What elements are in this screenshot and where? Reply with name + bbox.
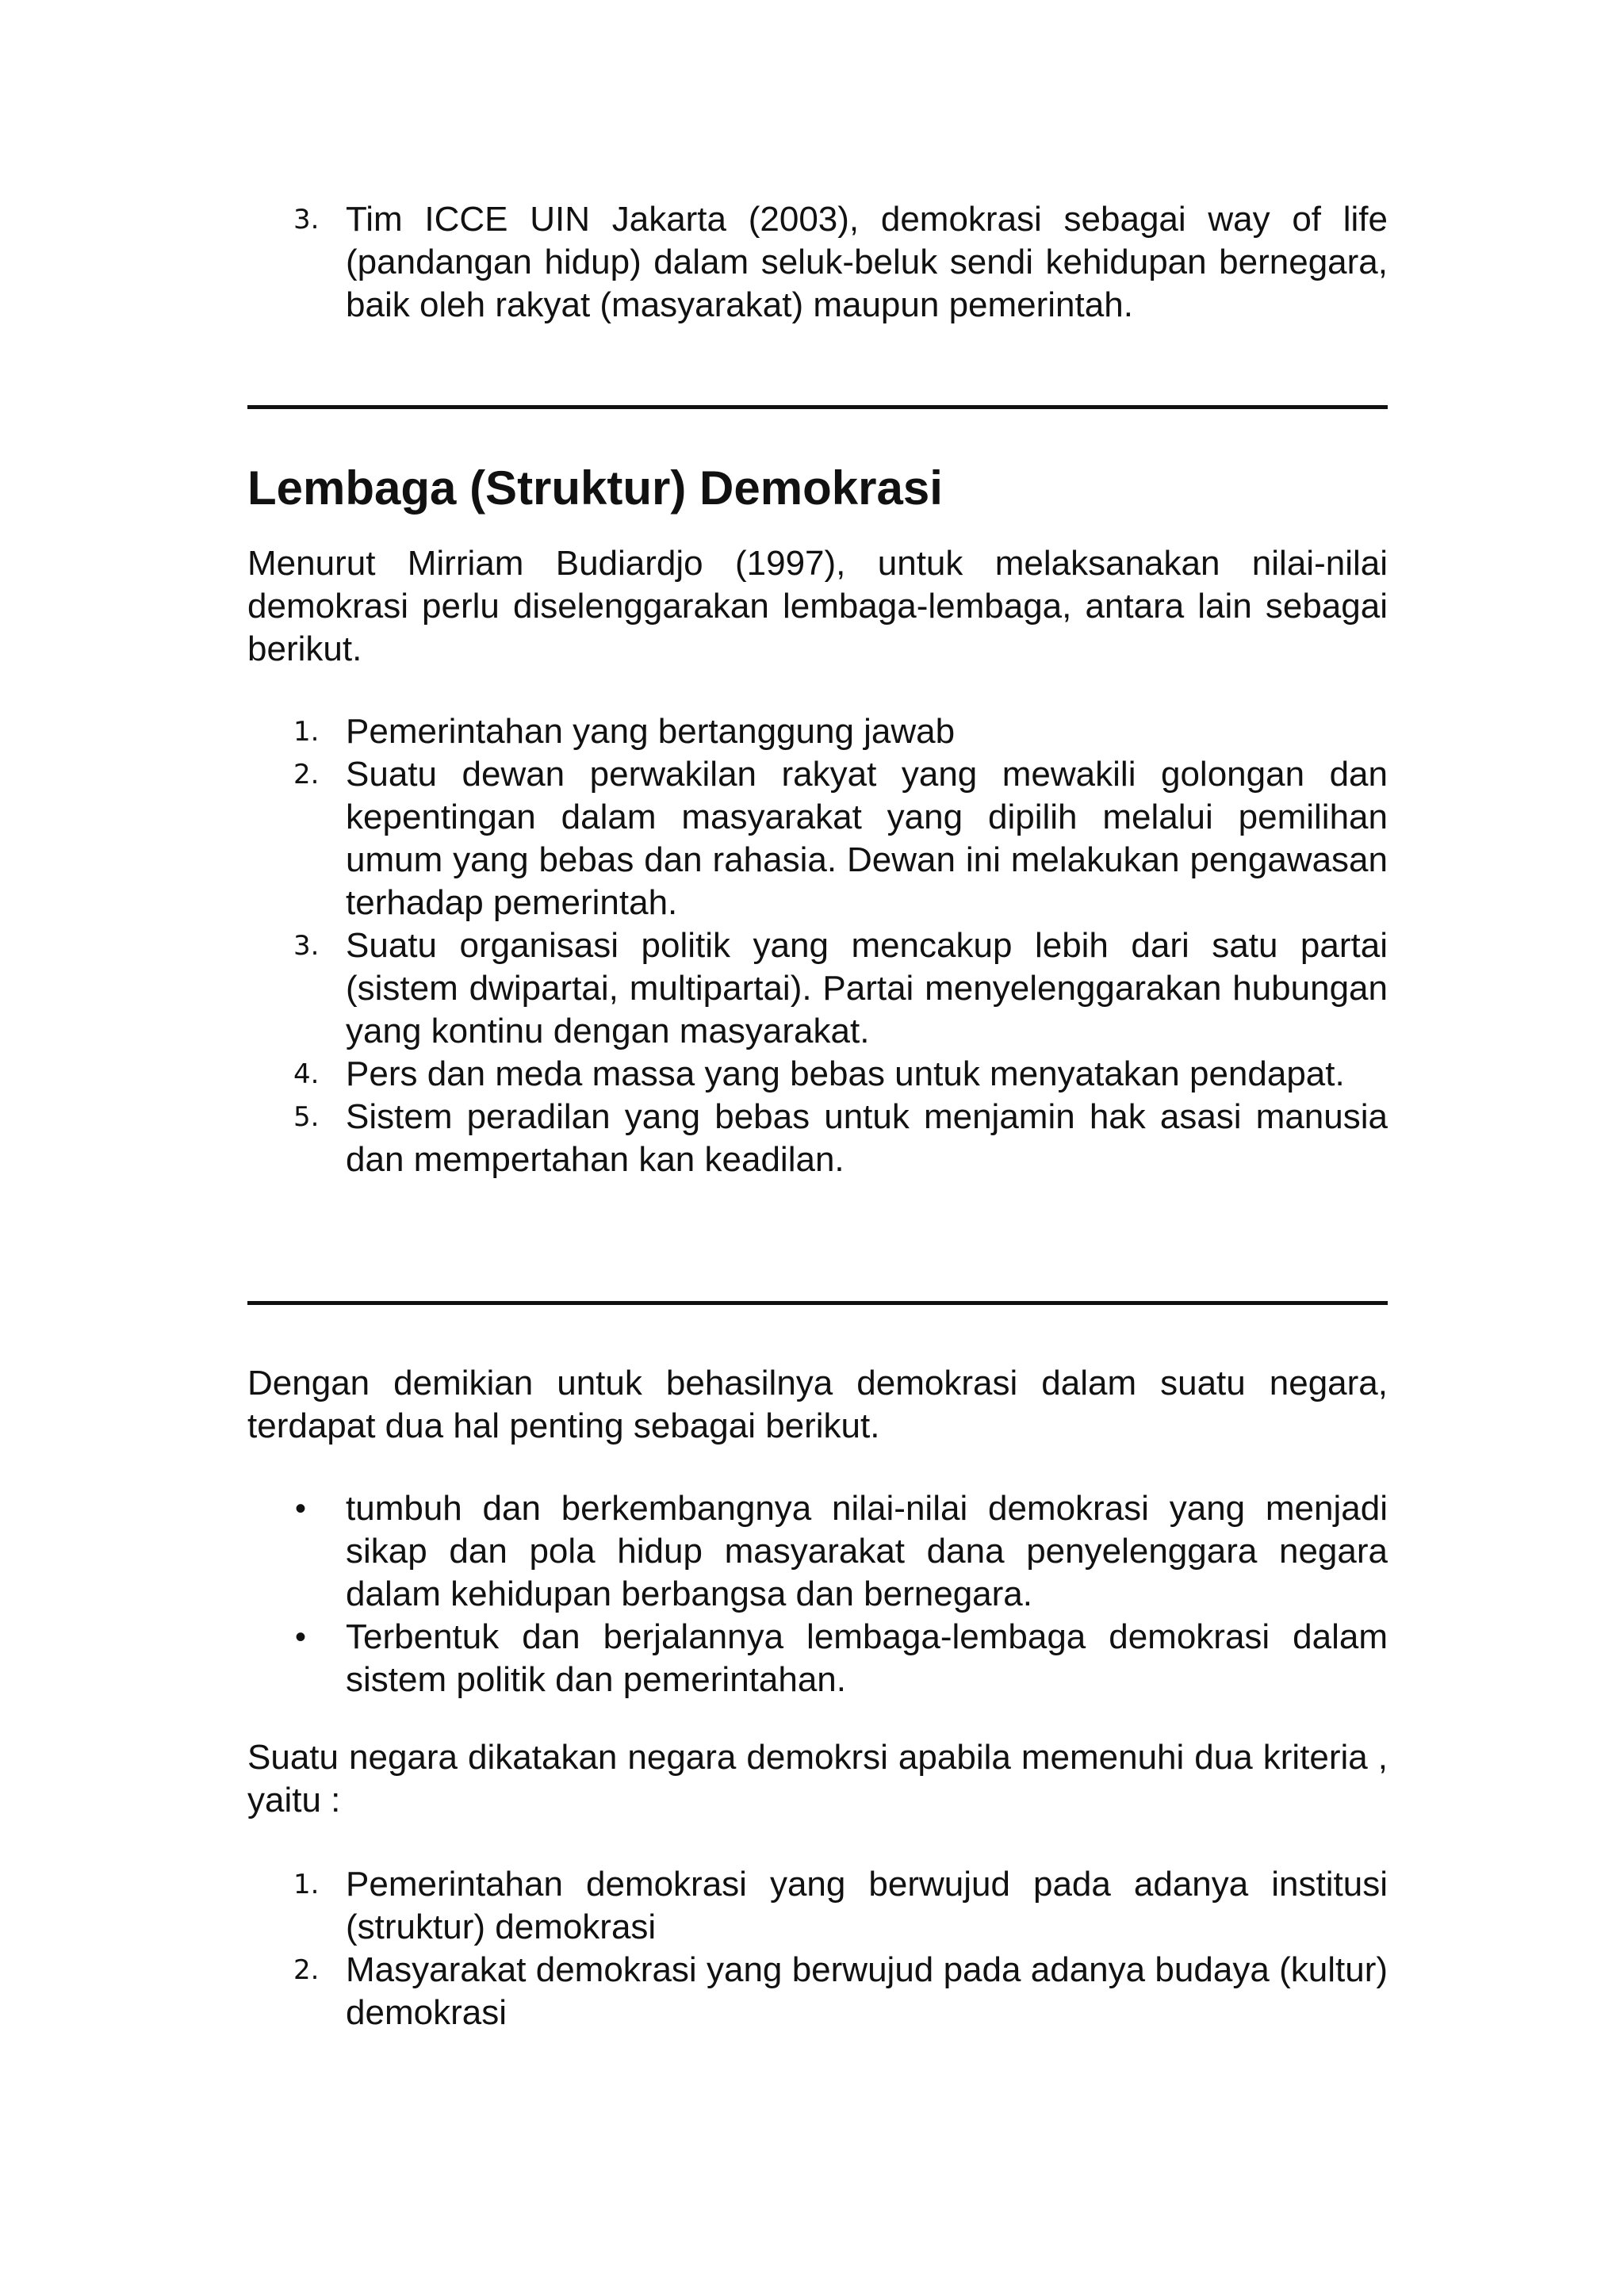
- conclusion-intro: Dengan demikian untuk behasilnya demokrasi dalam suatu negara, terdapat dua hal penting sebagai berikut.: [247, 1364, 1388, 1445]
- conclusion-bullets: [247, 1487, 1388, 1701]
- list-item: [247, 710, 1388, 753]
- list-item-text: Sistem peradilan yang bebas untuk menjamin hak asasi manusia dan mempertahan kan keadilan.: [346, 1097, 1388, 1179]
- list-item: [247, 1949, 1388, 2034]
- list-item-text: Tim ICCE UIN Jakarta (2003), demokrasi sebagai way of life (pandangan hidup) dalam seluk-beluk sendi kehidupan bernegara, baik oleh rakyat (masyarakat) maupun pemerintah.: [346, 200, 1388, 324]
- bullet-item: [247, 1487, 1388, 1616]
- bullet-item: [247, 1616, 1388, 1701]
- criteria-list: [247, 1863, 1388, 2034]
- list-marker: 5.: [293, 1101, 320, 1133]
- bullet-item-text: tumbuh dan berkembangnya nilai-nilai demokrasi yang menjadi sikap dan pola hidup masyarakat dana penyelenggara negara dalam kehidupan berbangsa dan bernegara.: [346, 1489, 1388, 1613]
- list-marker: 4.: [293, 1058, 320, 1090]
- list-item: [247, 1863, 1388, 1949]
- list-item-text: Suatu organisasi politik yang mencakup lebih dari satu partai (sistem dwipartai, multipartai). Partai menyelenggarakan hubungan yang kontinu dengan masyarakat.: [346, 926, 1388, 1050]
- list-marker: 2.: [293, 1954, 320, 1986]
- list-marker: 1.: [293, 1869, 320, 1900]
- top-list: [247, 198, 1388, 327]
- list-item: [247, 753, 1388, 924]
- list-item-text: Pemerintahan yang bertanggung jawab: [346, 712, 956, 751]
- list-item: [247, 1053, 1388, 1096]
- bullet-marker: •: [295, 1620, 307, 1655]
- section-divider: [247, 405, 1388, 409]
- list-item: [247, 198, 1388, 327]
- list-item: [247, 1096, 1388, 1181]
- section-divider: [247, 1301, 1388, 1305]
- list-item-text: Masyarakat demokrasi yang berwujud pada adanya budaya (kultur) demokrasi: [346, 1950, 1388, 2032]
- institutions-list: [247, 710, 1388, 1181]
- bullet-marker: •: [295, 1491, 307, 1526]
- document-page: [247, 0, 1388, 2296]
- list-marker: 2.: [293, 759, 320, 790]
- list-marker: 3.: [293, 204, 320, 235]
- criteria-intro: Suatu negara dikatakan negara demokrsi apabila memenuhi dua kriteria , yaitu :: [247, 1738, 1388, 1820]
- section-intro: Menurut Mirriam Budiardjo (1997), untuk melaksanakan nilai-nilai demokrasi perlu diselenggarakan lembaga-lembaga, antara lain sebagai berikut.: [247, 544, 1388, 668]
- list-marker: 1.: [293, 716, 320, 748]
- list-item-text: Suatu dewan perwakilan rakyat yang mewakili golongan dan kepentingan dalam masyarakat yang dipilih melalui pemilihan umum yang bebas dan rahasia. Dewan ini melakukan pengawasan terhadap pemerintah.: [346, 755, 1388, 922]
- list-item-text: Pers dan meda massa yang bebas untuk menyatakan pendapat.: [346, 1054, 1345, 1093]
- list-item-text: Pemerintahan demokrasi yang berwujud pada adanya institusi (struktur) demokrasi: [346, 1865, 1388, 1946]
- list-item: [247, 924, 1388, 1053]
- section-title: Lembaga (Struktur) Demokrasi: [247, 461, 943, 515]
- bullet-item-text: Terbentuk dan berjalannya lembaga-lembaga demokrasi dalam sistem politik dan pemerintahan.: [346, 1617, 1388, 1699]
- list-marker: 3.: [293, 930, 320, 962]
